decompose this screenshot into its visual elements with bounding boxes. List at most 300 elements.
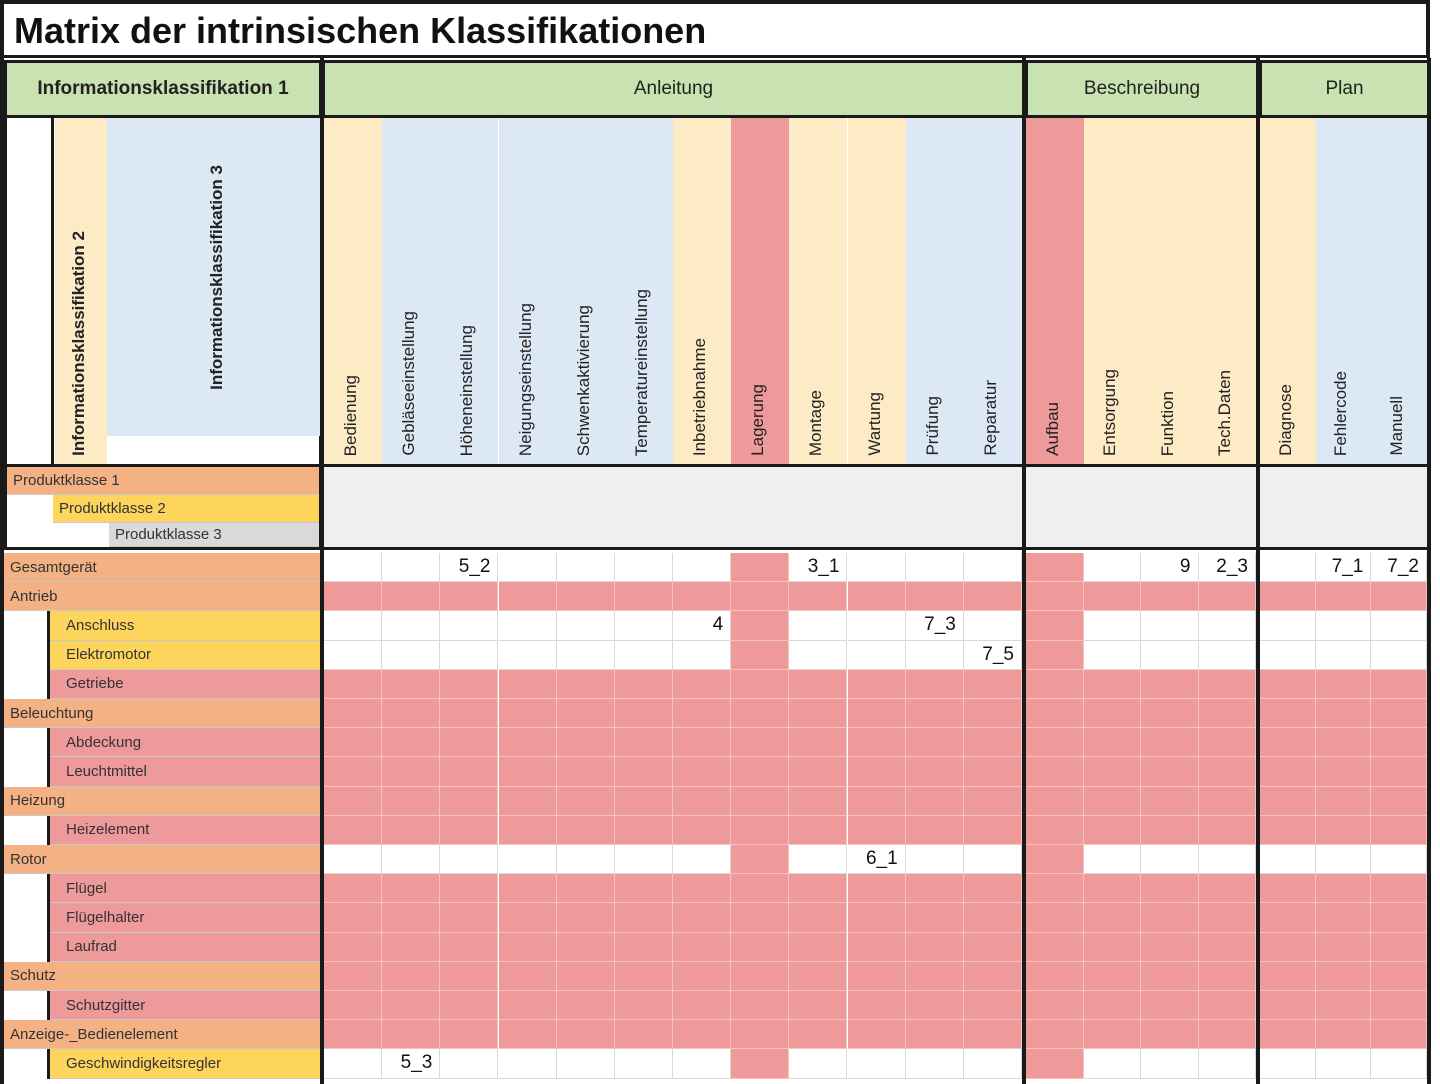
matrix-cell[interactable] bbox=[557, 582, 615, 611]
matrix-cell[interactable] bbox=[1026, 787, 1084, 816]
matrix-cell[interactable] bbox=[906, 874, 964, 903]
matrix-cell[interactable] bbox=[1260, 991, 1316, 1020]
matrix-cell[interactable] bbox=[324, 582, 382, 611]
matrix-cell[interactable] bbox=[848, 933, 906, 962]
matrix-cell[interactable] bbox=[848, 553, 906, 582]
matrix-cell[interactable] bbox=[615, 1049, 673, 1078]
matrix-cell[interactable] bbox=[731, 874, 789, 903]
matrix-cell[interactable] bbox=[906, 933, 964, 962]
matrix-cell[interactable] bbox=[848, 728, 906, 757]
matrix-cell[interactable] bbox=[964, 903, 1022, 932]
matrix-cell[interactable] bbox=[1026, 582, 1084, 611]
matrix-cell[interactable] bbox=[1084, 553, 1142, 582]
matrix-cell[interactable] bbox=[324, 641, 382, 670]
matrix-cell[interactable] bbox=[1371, 641, 1427, 670]
matrix-cell[interactable] bbox=[382, 553, 440, 582]
matrix-cell[interactable] bbox=[499, 611, 557, 640]
matrix-cell[interactable] bbox=[673, 670, 731, 699]
matrix-cell[interactable] bbox=[440, 787, 498, 816]
matrix-cell[interactable] bbox=[906, 1049, 964, 1078]
matrix-cell[interactable] bbox=[324, 553, 382, 582]
matrix-cell[interactable] bbox=[964, 816, 1022, 845]
matrix-cell[interactable] bbox=[499, 903, 557, 932]
matrix-cell[interactable] bbox=[615, 582, 673, 611]
matrix-cell[interactable] bbox=[1260, 553, 1316, 582]
matrix-cell[interactable] bbox=[1084, 787, 1142, 816]
matrix-cell[interactable] bbox=[1199, 670, 1257, 699]
matrix-cell[interactable] bbox=[440, 582, 498, 611]
matrix-cell[interactable] bbox=[499, 553, 557, 582]
matrix-cell[interactable] bbox=[324, 991, 382, 1020]
matrix-cell[interactable] bbox=[440, 1020, 498, 1049]
matrix-cell[interactable] bbox=[499, 582, 557, 611]
matrix-cell[interactable] bbox=[964, 611, 1022, 640]
matrix-cell[interactable] bbox=[1316, 641, 1372, 670]
matrix-cell[interactable] bbox=[673, 874, 731, 903]
matrix-cell[interactable] bbox=[848, 962, 906, 991]
matrix-cell[interactable] bbox=[789, 582, 847, 611]
matrix-cell[interactable] bbox=[848, 816, 906, 845]
matrix-cell[interactable] bbox=[848, 874, 906, 903]
matrix-cell[interactable] bbox=[382, 991, 440, 1020]
matrix-cell[interactable] bbox=[324, 670, 382, 699]
matrix-cell[interactable] bbox=[615, 933, 673, 962]
matrix-cell[interactable] bbox=[848, 903, 906, 932]
matrix-cell[interactable] bbox=[906, 728, 964, 757]
matrix-cell[interactable] bbox=[1141, 991, 1199, 1020]
matrix-cell[interactable] bbox=[499, 670, 557, 699]
matrix-cell[interactable] bbox=[731, 816, 789, 845]
matrix-cell[interactable] bbox=[1026, 816, 1084, 845]
matrix-cell[interactable] bbox=[1260, 1049, 1316, 1078]
matrix-cell[interactable] bbox=[1199, 1049, 1257, 1078]
matrix-cell[interactable] bbox=[324, 845, 382, 874]
matrix-cell[interactable] bbox=[1316, 933, 1372, 962]
matrix-cell[interactable] bbox=[673, 728, 731, 757]
matrix-cell[interactable] bbox=[1199, 757, 1257, 786]
matrix-cell[interactable] bbox=[1260, 874, 1316, 903]
matrix-cell[interactable] bbox=[1371, 787, 1427, 816]
matrix-cell[interactable] bbox=[1316, 670, 1372, 699]
matrix-cell[interactable] bbox=[789, 845, 847, 874]
matrix-cell[interactable] bbox=[848, 787, 906, 816]
matrix-cell[interactable] bbox=[499, 874, 557, 903]
matrix-cell[interactable] bbox=[731, 582, 789, 611]
matrix-cell[interactable] bbox=[848, 582, 906, 611]
matrix-cell[interactable] bbox=[499, 816, 557, 845]
matrix-cell[interactable] bbox=[1141, 903, 1199, 932]
matrix-cell[interactable] bbox=[615, 670, 673, 699]
matrix-cell[interactable] bbox=[1026, 991, 1084, 1020]
matrix-cell[interactable] bbox=[499, 991, 557, 1020]
matrix-cell[interactable] bbox=[615, 903, 673, 932]
matrix-cell[interactable] bbox=[1141, 757, 1199, 786]
matrix-cell[interactable] bbox=[1199, 933, 1257, 962]
matrix-cell[interactable] bbox=[1316, 874, 1372, 903]
matrix-cell[interactable] bbox=[848, 611, 906, 640]
matrix-cell[interactable] bbox=[964, 787, 1022, 816]
matrix-cell[interactable] bbox=[1026, 1020, 1084, 1049]
matrix-cell[interactable] bbox=[557, 699, 615, 728]
matrix-cell[interactable] bbox=[1371, 582, 1427, 611]
matrix-cell[interactable] bbox=[1316, 845, 1372, 874]
matrix-cell[interactable] bbox=[1141, 816, 1199, 845]
matrix-cell[interactable] bbox=[731, 699, 789, 728]
matrix-cell[interactable] bbox=[1084, 757, 1142, 786]
matrix-cell[interactable] bbox=[615, 1020, 673, 1049]
matrix-cell[interactable] bbox=[906, 962, 964, 991]
matrix-cell[interactable] bbox=[789, 699, 847, 728]
matrix-cell[interactable] bbox=[324, 816, 382, 845]
matrix-cell[interactable] bbox=[1026, 874, 1084, 903]
matrix-cell[interactable] bbox=[557, 787, 615, 816]
matrix-cell[interactable] bbox=[440, 699, 498, 728]
matrix-cell[interactable] bbox=[1026, 962, 1084, 991]
matrix-cell[interactable] bbox=[964, 699, 1022, 728]
matrix-cell[interactable] bbox=[964, 933, 1022, 962]
matrix-cell[interactable] bbox=[382, 962, 440, 991]
matrix-cell[interactable] bbox=[673, 641, 731, 670]
matrix-cell[interactable] bbox=[1199, 787, 1257, 816]
matrix-cell[interactable] bbox=[499, 1049, 557, 1078]
matrix-cell[interactable] bbox=[1371, 611, 1427, 640]
matrix-cell[interactable] bbox=[499, 933, 557, 962]
matrix-cell[interactable] bbox=[1026, 903, 1084, 932]
matrix-cell[interactable] bbox=[557, 991, 615, 1020]
matrix-cell[interactable] bbox=[440, 845, 498, 874]
matrix-cell[interactable] bbox=[324, 611, 382, 640]
matrix-cell[interactable] bbox=[382, 1020, 440, 1049]
matrix-cell[interactable] bbox=[557, 1020, 615, 1049]
matrix-cell[interactable] bbox=[1084, 903, 1142, 932]
matrix-cell[interactable] bbox=[557, 670, 615, 699]
matrix-cell[interactable] bbox=[789, 1020, 847, 1049]
matrix-cell[interactable] bbox=[848, 757, 906, 786]
matrix-cell[interactable] bbox=[673, 962, 731, 991]
matrix-cell[interactable] bbox=[1316, 611, 1372, 640]
matrix-cell[interactable] bbox=[615, 728, 673, 757]
matrix-cell[interactable] bbox=[440, 903, 498, 932]
matrix-cell[interactable] bbox=[382, 641, 440, 670]
matrix-cell[interactable] bbox=[499, 1020, 557, 1049]
matrix-cell[interactable] bbox=[964, 1020, 1022, 1049]
matrix-cell[interactable] bbox=[1026, 933, 1084, 962]
matrix-cell[interactable] bbox=[848, 1049, 906, 1078]
matrix-cell[interactable] bbox=[673, 787, 731, 816]
matrix-cell[interactable] bbox=[673, 699, 731, 728]
matrix-cell[interactable] bbox=[382, 611, 440, 640]
matrix-cell[interactable] bbox=[499, 757, 557, 786]
matrix-cell[interactable] bbox=[906, 582, 964, 611]
matrix-cell[interactable] bbox=[382, 787, 440, 816]
matrix-cell[interactable] bbox=[499, 845, 557, 874]
matrix-cell[interactable] bbox=[615, 991, 673, 1020]
matrix-cell[interactable] bbox=[324, 903, 382, 932]
matrix-cell[interactable] bbox=[848, 670, 906, 699]
matrix-cell[interactable] bbox=[557, 611, 615, 640]
matrix-cell[interactable] bbox=[1260, 641, 1316, 670]
matrix-cell[interactable] bbox=[440, 816, 498, 845]
matrix-cell[interactable] bbox=[615, 962, 673, 991]
matrix-cell[interactable] bbox=[440, 991, 498, 1020]
matrix-cell[interactable] bbox=[789, 611, 847, 640]
matrix-cell[interactable] bbox=[324, 1049, 382, 1078]
matrix-cell[interactable] bbox=[615, 874, 673, 903]
matrix-cell[interactable] bbox=[1199, 728, 1257, 757]
matrix-cell[interactable] bbox=[557, 903, 615, 932]
matrix-cell[interactable] bbox=[1084, 582, 1142, 611]
matrix-cell[interactable] bbox=[1199, 641, 1257, 670]
matrix-cell[interactable] bbox=[731, 553, 789, 582]
matrix-cell[interactable] bbox=[1199, 845, 1257, 874]
matrix-cell[interactable] bbox=[906, 787, 964, 816]
matrix-cell[interactable] bbox=[1371, 757, 1427, 786]
matrix-cell[interactable] bbox=[731, 962, 789, 991]
matrix-cell[interactable] bbox=[964, 874, 1022, 903]
matrix-cell[interactable] bbox=[1316, 757, 1372, 786]
matrix-cell[interactable] bbox=[615, 787, 673, 816]
matrix-cell[interactable] bbox=[440, 728, 498, 757]
matrix-cell[interactable] bbox=[1371, 816, 1427, 845]
matrix-cell[interactable] bbox=[906, 641, 964, 670]
matrix-cell[interactable] bbox=[615, 611, 673, 640]
matrix-cell[interactable] bbox=[1371, 728, 1427, 757]
matrix-cell[interactable] bbox=[673, 845, 731, 874]
matrix-cell[interactable] bbox=[557, 757, 615, 786]
matrix-cell[interactable] bbox=[382, 699, 440, 728]
matrix-cell[interactable] bbox=[848, 1020, 906, 1049]
matrix-cell[interactable] bbox=[1260, 1020, 1316, 1049]
matrix-cell[interactable] bbox=[1026, 757, 1084, 786]
matrix-cell[interactable] bbox=[499, 728, 557, 757]
matrix-cell[interactable] bbox=[440, 757, 498, 786]
matrix-cell[interactable] bbox=[1260, 670, 1316, 699]
matrix-cell[interactable] bbox=[1260, 903, 1316, 932]
matrix-cell[interactable] bbox=[731, 1020, 789, 1049]
matrix-cell[interactable] bbox=[1260, 757, 1316, 786]
matrix-cell[interactable] bbox=[906, 816, 964, 845]
matrix-cell[interactable] bbox=[964, 728, 1022, 757]
matrix-cell[interactable] bbox=[557, 962, 615, 991]
matrix-cell[interactable] bbox=[1026, 1049, 1084, 1078]
matrix-cell[interactable] bbox=[1141, 582, 1199, 611]
matrix-cell[interactable] bbox=[1371, 1020, 1427, 1049]
matrix-cell[interactable] bbox=[440, 641, 498, 670]
matrix-cell[interactable] bbox=[731, 611, 789, 640]
matrix-cell[interactable] bbox=[1199, 582, 1257, 611]
matrix-cell[interactable] bbox=[382, 903, 440, 932]
matrix-cell[interactable] bbox=[673, 1020, 731, 1049]
matrix-cell[interactable] bbox=[906, 1020, 964, 1049]
matrix-cell[interactable] bbox=[1141, 1020, 1199, 1049]
matrix-cell[interactable] bbox=[789, 641, 847, 670]
matrix-cell[interactable] bbox=[964, 962, 1022, 991]
matrix-cell[interactable] bbox=[1026, 553, 1084, 582]
matrix-cell[interactable] bbox=[1371, 962, 1427, 991]
matrix-cell[interactable] bbox=[615, 816, 673, 845]
matrix-cell[interactable] bbox=[499, 787, 557, 816]
matrix-cell[interactable] bbox=[1260, 582, 1316, 611]
matrix-cell[interactable] bbox=[906, 699, 964, 728]
matrix-cell[interactable] bbox=[499, 641, 557, 670]
matrix-cell[interactable] bbox=[673, 757, 731, 786]
matrix-cell[interactable] bbox=[615, 699, 673, 728]
matrix-cell[interactable] bbox=[1260, 787, 1316, 816]
matrix-cell[interactable] bbox=[1141, 670, 1199, 699]
matrix-cell[interactable] bbox=[1084, 728, 1142, 757]
matrix-cell[interactable] bbox=[731, 1049, 789, 1078]
matrix-cell[interactable] bbox=[1199, 816, 1257, 845]
matrix-cell[interactable] bbox=[324, 874, 382, 903]
matrix-cell[interactable] bbox=[789, 787, 847, 816]
matrix-cell[interactable] bbox=[673, 933, 731, 962]
matrix-cell[interactable] bbox=[1316, 728, 1372, 757]
matrix-cell[interactable] bbox=[964, 553, 1022, 582]
matrix-cell[interactable] bbox=[906, 903, 964, 932]
matrix-cell[interactable] bbox=[1260, 699, 1316, 728]
matrix-cell[interactable] bbox=[1371, 874, 1427, 903]
matrix-cell[interactable] bbox=[1084, 641, 1142, 670]
matrix-cell[interactable] bbox=[1371, 933, 1427, 962]
matrix-cell[interactable] bbox=[1084, 611, 1142, 640]
matrix-cell[interactable] bbox=[731, 787, 789, 816]
matrix-cell[interactable] bbox=[1316, 816, 1372, 845]
matrix-cell[interactable] bbox=[1141, 845, 1199, 874]
matrix-cell[interactable] bbox=[557, 728, 615, 757]
matrix-cell[interactable] bbox=[789, 757, 847, 786]
matrix-cell[interactable] bbox=[731, 641, 789, 670]
matrix-cell[interactable] bbox=[382, 582, 440, 611]
matrix-cell[interactable] bbox=[1026, 611, 1084, 640]
matrix-cell[interactable] bbox=[324, 962, 382, 991]
matrix-cell[interactable] bbox=[906, 553, 964, 582]
matrix-cell[interactable] bbox=[1316, 699, 1372, 728]
matrix-cell[interactable] bbox=[964, 670, 1022, 699]
matrix-cell[interactable] bbox=[382, 874, 440, 903]
matrix-cell[interactable] bbox=[499, 699, 557, 728]
matrix-cell[interactable] bbox=[382, 670, 440, 699]
matrix-cell[interactable] bbox=[1084, 874, 1142, 903]
matrix-cell[interactable] bbox=[731, 670, 789, 699]
matrix-cell[interactable] bbox=[1260, 728, 1316, 757]
matrix-cell[interactable] bbox=[615, 845, 673, 874]
matrix-cell[interactable] bbox=[324, 1020, 382, 1049]
matrix-cell[interactable] bbox=[789, 933, 847, 962]
matrix-cell[interactable] bbox=[440, 962, 498, 991]
matrix-cell[interactable] bbox=[1141, 787, 1199, 816]
matrix-cell[interactable] bbox=[1199, 611, 1257, 640]
matrix-cell[interactable] bbox=[557, 933, 615, 962]
matrix-cell[interactable] bbox=[731, 933, 789, 962]
matrix-cell[interactable] bbox=[324, 933, 382, 962]
matrix-cell[interactable] bbox=[731, 903, 789, 932]
matrix-cell[interactable] bbox=[1316, 787, 1372, 816]
matrix-cell[interactable] bbox=[731, 728, 789, 757]
matrix-cell[interactable] bbox=[1141, 699, 1199, 728]
matrix-cell[interactable] bbox=[557, 553, 615, 582]
matrix-cell[interactable] bbox=[382, 757, 440, 786]
matrix-cell[interactable] bbox=[557, 641, 615, 670]
matrix-cell[interactable] bbox=[324, 699, 382, 728]
matrix-cell[interactable] bbox=[1141, 611, 1199, 640]
matrix-cell[interactable] bbox=[1084, 670, 1142, 699]
matrix-cell[interactable] bbox=[1371, 903, 1427, 932]
matrix-cell[interactable] bbox=[731, 845, 789, 874]
matrix-cell[interactable] bbox=[673, 582, 731, 611]
matrix-cell[interactable] bbox=[382, 845, 440, 874]
matrix-cell[interactable] bbox=[1199, 962, 1257, 991]
matrix-cell[interactable] bbox=[964, 845, 1022, 874]
matrix-cell[interactable] bbox=[964, 757, 1022, 786]
matrix-cell[interactable] bbox=[1371, 991, 1427, 1020]
matrix-cell[interactable] bbox=[557, 874, 615, 903]
matrix-cell[interactable] bbox=[673, 1049, 731, 1078]
matrix-cell[interactable] bbox=[789, 1049, 847, 1078]
matrix-cell[interactable] bbox=[848, 699, 906, 728]
matrix-cell[interactable] bbox=[382, 933, 440, 962]
matrix-cell[interactable] bbox=[789, 816, 847, 845]
matrix-cell[interactable] bbox=[848, 641, 906, 670]
matrix-cell[interactable] bbox=[964, 991, 1022, 1020]
matrix-cell[interactable] bbox=[731, 991, 789, 1020]
matrix-cell[interactable] bbox=[1199, 991, 1257, 1020]
matrix-cell[interactable] bbox=[1371, 1049, 1427, 1078]
matrix-cell[interactable] bbox=[1141, 933, 1199, 962]
matrix-cell[interactable] bbox=[1026, 670, 1084, 699]
matrix-cell[interactable] bbox=[789, 962, 847, 991]
matrix-cell[interactable] bbox=[964, 582, 1022, 611]
matrix-cell[interactable] bbox=[1371, 699, 1427, 728]
matrix-cell[interactable] bbox=[731, 757, 789, 786]
matrix-cell[interactable] bbox=[1084, 699, 1142, 728]
matrix-cell[interactable] bbox=[440, 933, 498, 962]
matrix-cell[interactable] bbox=[615, 757, 673, 786]
matrix-cell[interactable] bbox=[324, 757, 382, 786]
matrix-cell[interactable] bbox=[1026, 845, 1084, 874]
matrix-cell[interactable] bbox=[1199, 1020, 1257, 1049]
matrix-cell[interactable] bbox=[1371, 845, 1427, 874]
matrix-cell[interactable] bbox=[1141, 874, 1199, 903]
matrix-cell[interactable] bbox=[1260, 611, 1316, 640]
matrix-cell[interactable] bbox=[557, 1049, 615, 1078]
matrix-cell[interactable] bbox=[906, 670, 964, 699]
matrix-cell[interactable] bbox=[1316, 991, 1372, 1020]
matrix-cell[interactable] bbox=[1316, 582, 1372, 611]
matrix-cell[interactable] bbox=[1141, 962, 1199, 991]
matrix-cell[interactable] bbox=[789, 874, 847, 903]
matrix-cell[interactable] bbox=[673, 903, 731, 932]
matrix-cell[interactable] bbox=[789, 670, 847, 699]
matrix-cell[interactable] bbox=[1260, 933, 1316, 962]
matrix-cell[interactable] bbox=[382, 728, 440, 757]
matrix-cell[interactable] bbox=[1141, 728, 1199, 757]
matrix-cell[interactable] bbox=[382, 816, 440, 845]
matrix-cell[interactable] bbox=[1316, 962, 1372, 991]
matrix-cell[interactable] bbox=[673, 553, 731, 582]
matrix-cell[interactable] bbox=[789, 991, 847, 1020]
matrix-cell[interactable] bbox=[789, 728, 847, 757]
matrix-cell[interactable] bbox=[1084, 1049, 1142, 1078]
matrix-cell[interactable] bbox=[964, 1049, 1022, 1078]
matrix-cell[interactable] bbox=[440, 611, 498, 640]
matrix-cell[interactable] bbox=[557, 845, 615, 874]
matrix-cell[interactable] bbox=[673, 991, 731, 1020]
matrix-cell[interactable] bbox=[1084, 1020, 1142, 1049]
matrix-cell[interactable] bbox=[848, 991, 906, 1020]
matrix-cell[interactable] bbox=[440, 874, 498, 903]
matrix-cell[interactable] bbox=[615, 553, 673, 582]
matrix-cell[interactable] bbox=[1084, 845, 1142, 874]
